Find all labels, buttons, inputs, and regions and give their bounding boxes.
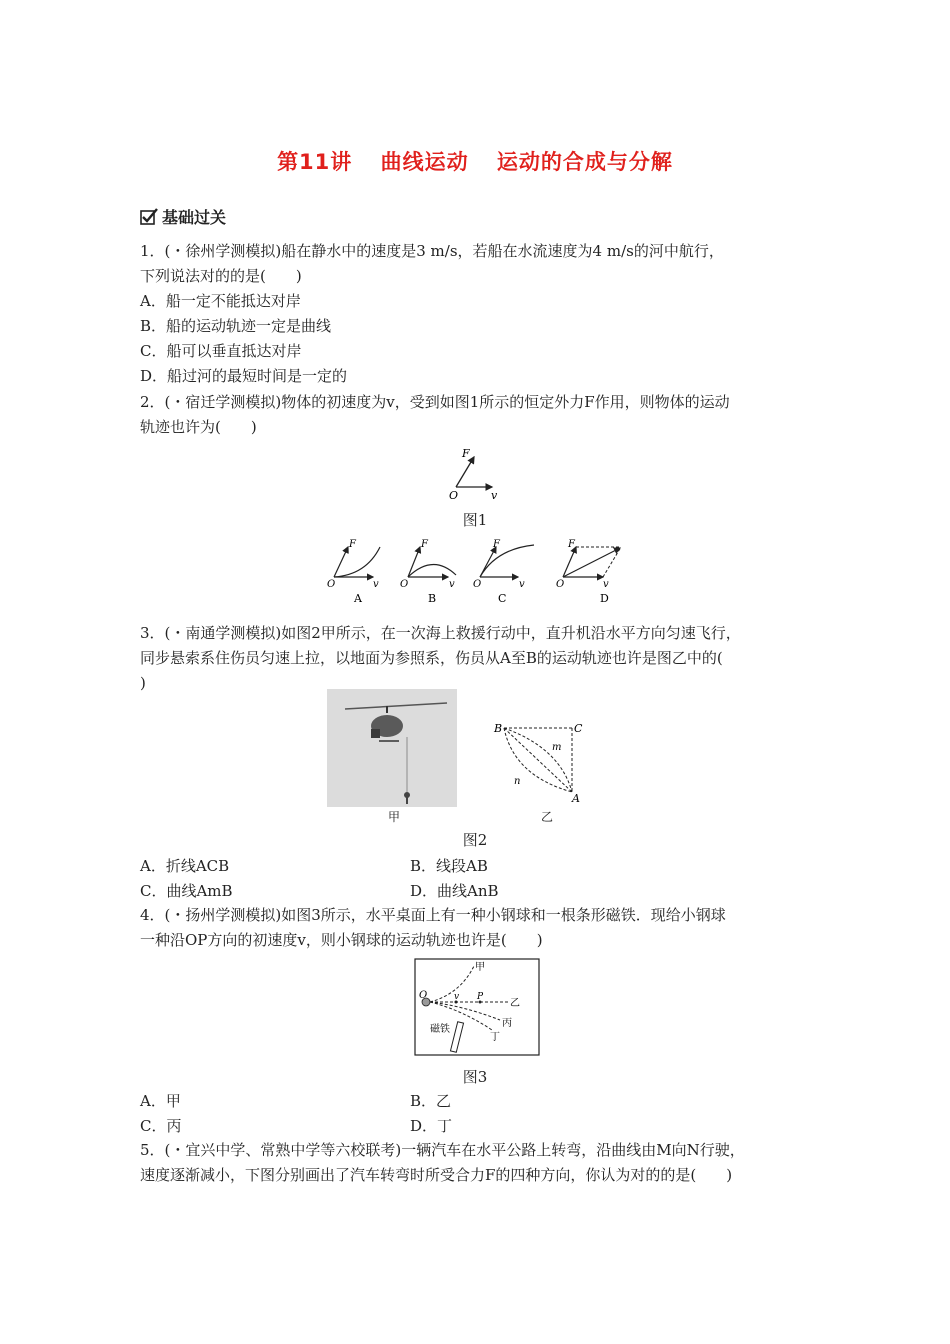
- choice-d-diagram: [556, 539, 621, 605]
- fig3-label-p: P: [477, 992, 484, 1002]
- svg-text:F: F: [493, 539, 500, 550]
- fig1-label-v: v: [491, 489, 498, 502]
- q1-stem-line2: 下列说法对的的是( ): [140, 267, 302, 285]
- title-lesson-number: 第11讲: [277, 150, 353, 174]
- q3-stem-line1: 3．(・南通学测模拟)如图2甲所示，在一次海上救援行动中，直升机沿水平方向匀速飞行，: [140, 624, 741, 642]
- q4-option-a: A．甲: [140, 1092, 181, 1110]
- diagram-label-yi: 乙: [540, 810, 553, 824]
- choice-c-label: C: [498, 592, 507, 605]
- figure-3-caption: 图3: [462, 1068, 488, 1086]
- fig1-label-f: F: [462, 447, 470, 460]
- q3-option-a: A．折线ACB: [140, 857, 230, 875]
- q4-option-d: D．丁: [410, 1117, 453, 1135]
- figure-3-magnet-diagram: [414, 958, 540, 1056]
- page-title: [0, 146, 950, 176]
- fig2-point-a: A: [572, 792, 580, 805]
- fig3-label-o: O: [419, 990, 428, 1001]
- q3-option-b: B．线段AB: [410, 857, 488, 875]
- choice-a-diagram: [327, 539, 380, 605]
- svg-text:O: O: [556, 579, 565, 590]
- fig2-point-b: B: [494, 722, 503, 735]
- q5-stem-line1: 5．(・宜兴中学、常熟中学等六校联考)一辆汽车在水平公路上转弯，沿曲线由M向N行驶，: [140, 1141, 745, 1159]
- q1-option-c: C．船可以垂直抵达对岸: [140, 342, 302, 360]
- svg-text:F: F: [568, 539, 575, 550]
- fig3-label-ding: 丁: [490, 1032, 500, 1043]
- bar-magnet-icon: [450, 1022, 463, 1053]
- svg-text:O: O: [473, 579, 482, 590]
- q3-stem-line3: ): [140, 674, 146, 692]
- fig2-point-c: C: [574, 722, 583, 735]
- checkbox-checked-icon: [140, 208, 158, 226]
- choice-b-label: B: [428, 592, 437, 605]
- svg-text:v: v: [603, 579, 609, 590]
- svg-text:F: F: [349, 539, 356, 550]
- fig3-label-bing: 丙: [502, 1018, 512, 1029]
- q1-option-a: A．船一定不能抵达对岸: [140, 292, 301, 310]
- fig2-curve-m: m: [552, 742, 562, 753]
- figure-2-trajectory-diagram: [490, 718, 590, 808]
- q4-option-b: B．乙: [410, 1092, 452, 1110]
- fig3-label-yi: 乙: [510, 998, 520, 1009]
- svg-text:O: O: [327, 579, 336, 590]
- choice-a-label: A: [354, 592, 362, 605]
- q3-option-d: D．曲线AnB: [410, 882, 499, 900]
- svg-text:O: O: [400, 579, 409, 590]
- svg-text:F: F: [421, 539, 428, 550]
- title-topic-2: 运动的合成与分解: [496, 150, 673, 174]
- section-heading: [140, 205, 226, 228]
- fig3-label-magnet: 磁铁: [430, 1024, 450, 1035]
- figure-2-caption: 图2: [462, 831, 488, 849]
- choice-b-diagram: [400, 539, 456, 605]
- fig1-label-o: O: [449, 489, 459, 502]
- fig3-label-v: v: [454, 992, 460, 1002]
- fig3-label-jia: 甲: [475, 962, 485, 973]
- q4-stem-line1: 4．(・扬州学测模拟)如图3所示，水平桌面上有一种小钢球和一根条形磁铁．现给小钢球: [140, 906, 726, 924]
- helicopter-rescue-photo: [327, 689, 457, 807]
- choice-c-diagram: [473, 539, 534, 605]
- svg-text:v: v: [449, 579, 455, 590]
- q2-choice-diagrams: [318, 535, 638, 605]
- fig2-curve-n: n: [514, 776, 521, 787]
- figure-1-force-diagram: [440, 445, 520, 503]
- helicopter-icon: [327, 689, 457, 807]
- svg-text:v: v: [519, 579, 525, 590]
- q2-stem-line2: 轨迹也许为( ): [140, 418, 257, 436]
- q1-stem-line1: 1．(・徐州学测模拟)船在静水中的速度是3 m/s，若船在水流速度为4 m/s的河中航行，: [140, 242, 724, 260]
- title-topic-1: 曲线运动: [380, 150, 469, 174]
- section-label: 基础过关: [162, 208, 227, 227]
- q1-option-d: D．船过河的最短时间是一定的: [140, 367, 348, 385]
- q3-stem-line2: 同步悬索系住伤员匀速上拉，以地面为参照系，伤员从A至B的运动轨迹也许是图乙中的(: [140, 649, 723, 667]
- q5-stem-line2: 速度逐渐减小，下图分别画出了汽车转弯时所受合力F的四种方向，你认为对的的是( ): [140, 1166, 733, 1184]
- q2-stem-line1: 2．(・宿迁学测模拟)物体的初速度为v，受到如图1所示的恒定外力F作用，则物体的运动: [140, 393, 730, 411]
- photo-label-jia: 甲: [387, 810, 400, 824]
- q1-option-b: B．船的运动轨迹一定是曲线: [140, 317, 332, 335]
- choice-d-label: D: [600, 592, 609, 605]
- q4-option-c: C．丙: [140, 1117, 182, 1135]
- q4-stem-line2: 一种沿OP方向的初速度v，则小钢球的运动轨迹也许是( ): [140, 931, 543, 949]
- q3-option-c: C．曲线AmB: [140, 882, 233, 900]
- svg-text:v: v: [373, 579, 379, 590]
- figure-1-caption: 图1: [462, 511, 488, 529]
